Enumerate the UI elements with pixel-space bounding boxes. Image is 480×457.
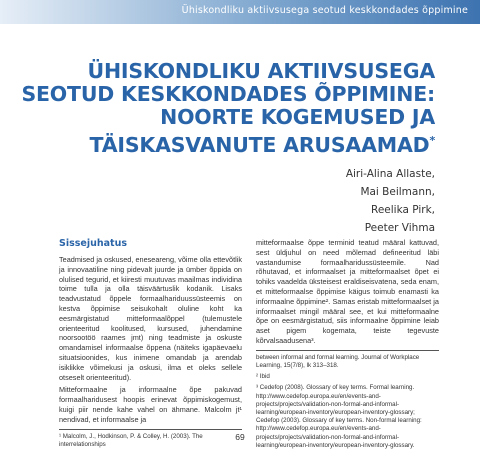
footnote-divider xyxy=(59,429,242,430)
footnote: between informal and formal learning. Journal of Workplace Learning, 15(7/8), lk 313–318. xyxy=(256,353,420,369)
author-name: Peeter Vihma xyxy=(364,222,435,234)
article-title-text: ÜHISKONDLIKU AKTIIVSUSEGA SEOTUD KESKKONDADES ÕPPIMINE: NOORTE KOGEMUSED JA TÄISKASVANUTE ARUSAAMAD xyxy=(21,59,435,157)
right-column xyxy=(256,238,439,453)
footnote-divider xyxy=(256,350,439,351)
body-paragraph: Teadmised ja oskused, eneseareng, võime olla ettevõtlik ja innovaatiline ning pidevalt juurde ja ümber õppida on olulised tegurid, et kiiresti muutuvas maailmas individina toime tulla ja olla täisväärtuslik kodanik. Lisaks teadvustatud õppele formaalhariduussüsteemis on kestva õppimise seisukohalt oluline koht ka eesmärgistatud mitteformaalõppel (tulemustele orienteeritud koolitused, kursused, juhendamine noorsootöö raames jmt) ning teadmiste ja oskuste omandamisel informaalse õppena (näiteks igapäevaelu situatsioonides, kus inimene omandab ja arendab isiklikke võimekusi ja oskusi, ilma et oleks sellele otseselt orienteeritud). xyxy=(59,255,242,382)
section-heading: Sissejuhatus xyxy=(59,238,128,249)
author-name: Reelika Pirk, xyxy=(371,204,435,216)
left-column xyxy=(59,238,242,452)
title-footnote-marker: * xyxy=(429,134,435,147)
author-name: Mai Beilmann, xyxy=(360,186,435,198)
header-band xyxy=(0,0,480,24)
author-list xyxy=(235,165,435,237)
author-name: Airi-Alina Allaste, xyxy=(345,168,435,180)
body-paragraph: Mitteformaalne ja informaalne õpe pakuvad formaalharidusest hoopis erinevat õppimiskogemust, kuigi piir nende kahe vahel on ähmane. Malcolm jt¹ nendivad, et informaalse ja xyxy=(59,385,242,424)
article-title xyxy=(15,60,435,157)
running-title: Ühiskondliku aktiivsusega seotud keskkondades õppimine xyxy=(181,5,468,16)
page-number: 69 xyxy=(235,432,245,442)
footnote: ¹ Malcolm, J., Hodkinson, P. & Colley, H. (2003). The interrelationships xyxy=(59,432,203,448)
footnote: ² Ibid xyxy=(256,373,270,381)
body-paragraph: mitteformaalse õppe terminid teatud määral kattuvad, sest üldjuhul on need mõlemad defineeritud läbi vastandumise formaalharidussüsteemile. Nad rõhutavad, et informaalset ja mitteformaalset õpet ei tohiks vaadelda üksteisest eraldiseisvatena, seda enam, et mitteformaalse õppimise käigus toimub enamasti ka informaalne õppimine². Samas eristab mitteformaalset ja informaalset mingil määral see, et kui mitteformaalne õpe on eesmärgistatud, siis informaalne õppimine leiab aset pigem kogemata, teiste tegevuste kõrvalsaadusena³. xyxy=(256,238,439,345)
footnote: ³ Cedefop (2008). Glossary of key terms. Formal learning. http://www.cedefop.europa.eu/en/events-and-projects/projects/validation-non-formal-and-informal-learning/european-inventory/european-inventory-glossary; Cedefop (2003). Glossary of key terms. Non-formal learning: http://www.cedefop.europa.eu/en/events-and-projects/projects/validation-non-formal-and-informal-learning/european-inventory/european-inventory-glossary. xyxy=(256,384,422,449)
